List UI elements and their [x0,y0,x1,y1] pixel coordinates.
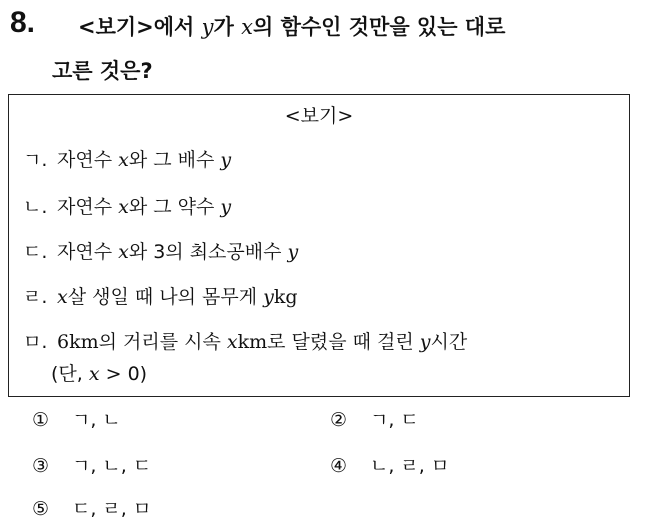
choice-number: ① [32,409,50,431]
choice-text: ㄷ, ㄹ, ㅁ [72,498,152,520]
choice-text: ㄱ, ㄴ [72,409,121,431]
item-label: ㅁ. [23,331,48,353]
condition-text: (단, [51,363,89,385]
choice-number: ② [330,409,348,431]
number-value: 6 [57,331,70,353]
item-text: 와 3의 최소공배수 [128,241,288,263]
choice-2[interactable] [330,405,419,432]
item-text: 자연수 [57,149,119,171]
variable-x: x [118,149,129,171]
variable-x: x [118,241,129,263]
item-text: 자연수 [57,241,119,263]
choice-text: ㄱ, ㄷ [370,409,419,431]
item-text: 자연수 [57,196,119,218]
variable-y: y [220,149,232,171]
example-item-mieum-condition [51,359,147,386]
question-text-part: 가 [213,15,242,39]
variable-y: y [263,286,274,308]
example-item-giyeok [23,145,231,172]
question-text-part: 의 함수인 것만을 있는 대로 [252,15,506,39]
example-item-nieun [23,192,231,219]
item-label: ㄹ. [23,286,48,308]
example-item-digeut [23,237,298,264]
example-box-title: <보기> [284,105,354,127]
choice-1[interactable] [32,405,121,432]
choice-5[interactable] [32,494,151,521]
choice-text: ㄱ, ㄴ, ㄷ [72,455,152,477]
variable-x: x [241,15,253,39]
choice-number: ④ [330,455,348,477]
variable-y: y [419,331,431,353]
variable-x: x [88,363,100,385]
choice-3[interactable] [32,451,151,478]
item-text: 로 달렸을 때 걸린 [267,331,420,353]
question-text-line2: 고른 것은? [52,59,153,83]
variable-y: y [201,15,214,39]
variable-x: x [57,286,68,308]
example-item-rieul [23,282,298,309]
item-label: ㄱ. [23,149,48,171]
item-label: ㄴ. [23,196,48,218]
question-text-line1 [78,11,505,41]
choice-4[interactable] [330,451,449,478]
example-box [8,94,630,397]
variable-x: x [226,331,238,353]
choice-number: ③ [32,455,50,477]
question-number: 8. [10,6,36,39]
example-item-mieum [23,327,467,354]
variable-y: y [220,196,232,218]
condition-text: > 0) [99,363,148,385]
unit-km: km [69,331,99,353]
item-text: 와 그 배수 [128,149,221,171]
item-text: 시간 [430,331,468,353]
item-label: ㄷ. [23,241,48,263]
choice-text: ㄴ, ㄹ, ㅁ [370,455,450,477]
choice-number: ⑤ [32,498,50,520]
question-text-part: <보기>에서 [78,15,202,39]
item-text: 살 생일 때 나의 몸무게 [67,286,264,308]
variable-y: y [287,241,299,263]
variable-x: x [118,196,129,218]
item-text: 의 거리를 시속 [98,331,227,353]
item-text: 와 그 약수 [128,196,221,218]
unit-km: km [237,331,268,353]
unit-kg: kg [273,286,298,308]
